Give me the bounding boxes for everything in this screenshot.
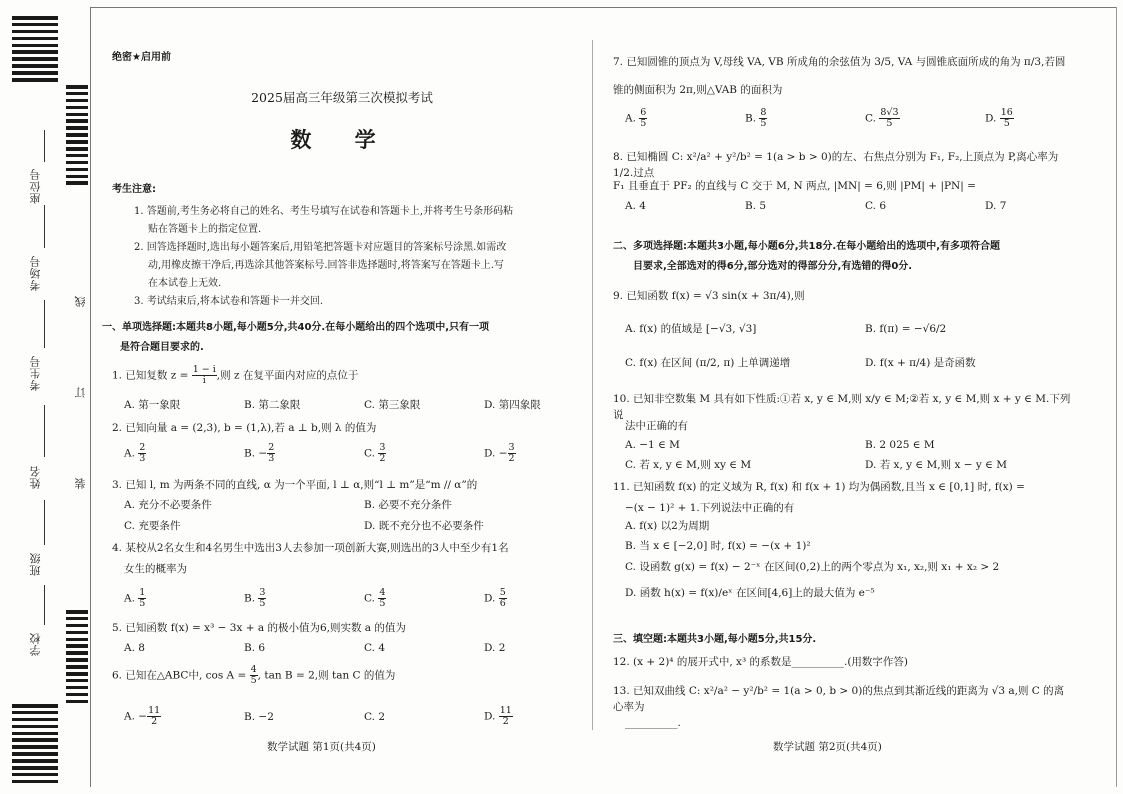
strip-field-room-no: 考场号	[29, 255, 42, 291]
strip-blank-seat-no[interactable]	[44, 130, 45, 162]
section-1-heading: 一、单项选择题:本题共8小题,每小题5分,共40分.在每小题给出的四个选项中,只有一项	[102, 322, 490, 333]
q5-option-c: C. 4	[364, 642, 386, 654]
question-2: 2. 已知向量 a = (2,3), b = (1,λ),若 a ⊥ b,则 λ 的值为	[112, 422, 377, 434]
q4-option-d: D. $\frac{5}{6}$	[484, 587, 506, 609]
page-2-footer: 数学试题 第2页(共4页)	[773, 741, 882, 753]
q9-option-b: B. f(π) = −√6/2	[865, 323, 947, 335]
strip-mark-ding: 订	[74, 387, 87, 398]
strip-blank-room-no[interactable]	[44, 205, 45, 248]
q10-option-d: D. 若 x, y ∈ M,则 x − y ∈ M	[865, 459, 1007, 471]
q7-option-b: B. $\frac{8}{5}$	[745, 107, 767, 129]
question-13-cont: __________.	[625, 717, 681, 729]
barcode-bars-mid-lower	[66, 610, 88, 706]
page-border-right	[1116, 7, 1117, 787]
barcode-bars-mid	[66, 85, 88, 188]
q9-option-a: A. f(x) 的值域是 [−√3, √3]	[625, 323, 757, 335]
q9-option-d: D. f(x + π/4) 是奇函数	[865, 357, 976, 369]
question-4-cont: 女生的概率为	[124, 563, 187, 575]
q3-option-a: A. 充分不必要条件	[124, 499, 212, 511]
q3-option-c: C. 充要条件	[124, 520, 181, 532]
q1-option-d: D. 第四象限	[484, 399, 541, 411]
q3-option-b: B. 必要不充分条件	[364, 499, 452, 511]
question-13: 13. 已知双曲线 C: x²/a² − y²/b² = 1(a > 0, b > 0)的焦点到其渐近线的距离为 √3 a,则 C 的离心率为	[613, 685, 1065, 713]
q4-option-c: C. $\frac{4}{5}$	[364, 587, 386, 609]
q2-option-a: A. $\frac{2}{3}$	[124, 442, 146, 464]
strip-field-class: 班级	[29, 552, 42, 576]
q10-option-c: C. 若 x, y ∈ M,则 xy ∈ M	[625, 459, 752, 471]
strip-blank-school[interactable]	[44, 585, 45, 625]
question-10-cont: 法中正确的有	[625, 420, 688, 432]
q2-option-d: D. − $\frac{3}{2}$	[484, 442, 515, 464]
q11-option-a: A. f(x) 以2为周期	[625, 520, 710, 532]
q5-option-d: D. 2	[484, 642, 506, 654]
q5-option-b: B. 6	[244, 642, 266, 654]
q6-option-a: A. − $\frac{11}{2}$	[124, 705, 161, 727]
section-2-heading-cont: 目要求,全部选对的得6分,部分选对的得部分分,有选错的得0分.	[633, 261, 913, 272]
page-border-top	[90, 7, 1116, 8]
q7-option-a: A. $\frac{6}{5}$	[625, 107, 647, 129]
q11-option-c: C. 设函数 g(x) = f(x) − 2⁻ˣ 在区间(0,2)上的两个零点为 x₁, x₂,则 x₁ + x₂ > 2	[625, 561, 1000, 573]
q6-option-b: B. −2	[244, 711, 274, 723]
barcode-bars-top	[12, 16, 58, 85]
q3-option-d: D. 既不充分也不必要条件	[364, 520, 484, 532]
section-3-heading: 三、填空题:本题共3小题,每小题5分,共15分.	[613, 634, 817, 645]
q10-option-a: A. −1 ∈ M	[625, 439, 680, 451]
notice-line: 贴在答题卡上的指定位置.	[148, 224, 262, 235]
q8-option-b: B. 5	[745, 200, 767, 212]
q1-option-b: B. 第二象限	[244, 399, 301, 411]
question-8-cont: F₁ 且垂直于 PF₂ 的直线与 C 交于 M, N 两点, |MN| = 6,则 |PM| + |PN| =	[613, 180, 976, 192]
question-8: 8. 已知椭圆 C: x²/a² + y²/b² = 1(a > b > 0)的左、右焦点分别为 F₁, F₂,上顶点为 P,离心率为 1/2.过点	[613, 151, 1059, 179]
strip-mark-zhuang: 装	[74, 478, 87, 489]
q8-option-d: D. 7	[985, 200, 1007, 212]
question-11: 11. 已知函数 f(x) 的定义域为 R, f(x) 和 f(x + 1) 均为偶函数,且当 x ∈ [0,1] 时, f(x) =	[613, 481, 1025, 493]
column-divider	[592, 40, 593, 730]
strip-blank-candidate-no[interactable]	[44, 300, 45, 348]
notice-line: 3. 考试结束后,将本试卷和答题卡一并交回.	[134, 296, 324, 307]
q6-option-c: C. 2	[364, 711, 386, 723]
q6-option-d: D. $\frac{11}{2}$	[484, 705, 512, 727]
strip-blank-name[interactable]	[44, 405, 45, 457]
notice-line: 2. 回答选择题时,选出每小题答案后,用铅笔把答题卡对应题目的答案标号涂黑.如需改	[134, 242, 507, 253]
secret-label: 绝密★启用前	[112, 52, 171, 63]
question-9: 9. 已知函数 f(x) = √3 sin(x + 3π/4),则	[613, 290, 805, 302]
section-1-heading-cont: 是符合题目要求的.	[120, 342, 204, 353]
q11-option-d: D. 函数 h(x) = f(x)/eˣ 在区间[4,6]上的最大值为 e⁻⁵	[625, 587, 875, 599]
question-6: 6. 已知在△ABC中, cos A = $\frac{4}{5}$ , tan B = 2,则 tan C 的值为	[112, 664, 396, 686]
q11-option-b: B. 当 x ∈ [−2,0] 时, f(x) = −(x + 1)²	[625, 540, 811, 552]
page-border-left	[90, 7, 91, 787]
strip-field-candidate-no: 考生号	[29, 355, 42, 391]
question-7-cont: 锥的侧面积为 2π,则△VAB 的面积为	[613, 84, 783, 96]
strip-field-name: 姓名	[29, 465, 42, 489]
notice-line: 在本试卷上无效.	[148, 278, 222, 289]
strip-field-seat-no: 座位号	[29, 168, 42, 204]
q5-option-a: A. 8	[124, 642, 145, 654]
q10-option-b: B. 2 025 ∈ M	[865, 439, 935, 451]
q4-option-a: A. $\frac{1}{5}$	[124, 587, 146, 609]
section-2-heading: 二、多项选择题:本题共3小题,每小题6分,共18分.在每小题给出的选项中,有多项符合题	[613, 241, 1001, 252]
question-5: 5. 已知函数 f(x) = x³ − 3x + a 的极小值为6,则实数 a 的值为	[112, 622, 406, 634]
question-7: 7. 已知圆锥的顶点为 V,母线 VA, VB 所成角的余弦值为 3/5, VA 与圆锥底面所成的角为 π/3,若圆	[613, 56, 1066, 68]
question-11-cont: −(x − 1)² + 1.下列说法中正确的有	[625, 502, 795, 514]
q8-option-c: C. 6	[865, 200, 887, 212]
page-1-footer: 数学试题 第1页(共4页)	[267, 741, 376, 753]
q7-option-c: C. $\frac{8√3}{5}$	[865, 107, 899, 129]
q1-option-a: A. 第一象限	[124, 399, 181, 411]
q8-option-a: A. 4	[625, 200, 646, 212]
subject-title: 数 学	[290, 128, 394, 152]
exam-title: 2025届高三年级第三次模拟考试	[251, 90, 433, 105]
barcode-bars-bottom	[12, 704, 58, 787]
q1-option-c: C. 第三象限	[364, 399, 421, 411]
q7-option-d: D. $\frac{16}{5}$	[985, 107, 1013, 129]
question-10: 10. 已知非空数集 M 具有如下性质:①若 x, y ∈ M,则 x/y ∈ M;②若 x, y ∈ M,则 x + y ∈ M.下列说	[613, 393, 1071, 421]
strip-mark-xian: 线	[74, 296, 87, 307]
strip-field-school: 学校	[29, 632, 42, 656]
q2-option-b: B. − $\frac{2}{3}$	[244, 442, 275, 464]
q4-option-b: B. $\frac{3}{5}$	[244, 587, 266, 609]
question-3: 3. 已知 l, m 为两条不同的直线, α 为一个平面, l ⊥ α,则“l ⊥ m”是“m // α”的	[112, 479, 478, 491]
question-1: 1. 已知复数 z = $\frac{1 - i}{i}$ ,则 z 在复平面内对应的点位于	[112, 364, 359, 386]
q2-option-c: C. $\frac{3}{2}$	[364, 442, 386, 464]
question-4: 4. 某校从2名女生和4名男生中选出3人去参加一项创新大赛,则选出的3人中至少有1名	[112, 542, 509, 554]
notice-line: 1. 答题前,考生务必将自己的姓名、考生号填写在试卷和答题卡上,并将考生号条形码粘	[134, 206, 514, 217]
notice-line: 动,用橡皮擦干净后,再选涂其他答案标号.回答非选择题时,将答案写在答题卡上.写	[148, 260, 504, 271]
question-12: 12. (x + 2)⁴ 的展开式中, x³ 的系数是__________.(用数字作答)	[613, 656, 909, 668]
q9-option-c: C. f(x) 在区间 (π/2, π) 上单调递增	[625, 357, 791, 369]
strip-blank-class[interactable]	[44, 500, 45, 545]
notice-heading: 考生注意:	[112, 184, 156, 195]
